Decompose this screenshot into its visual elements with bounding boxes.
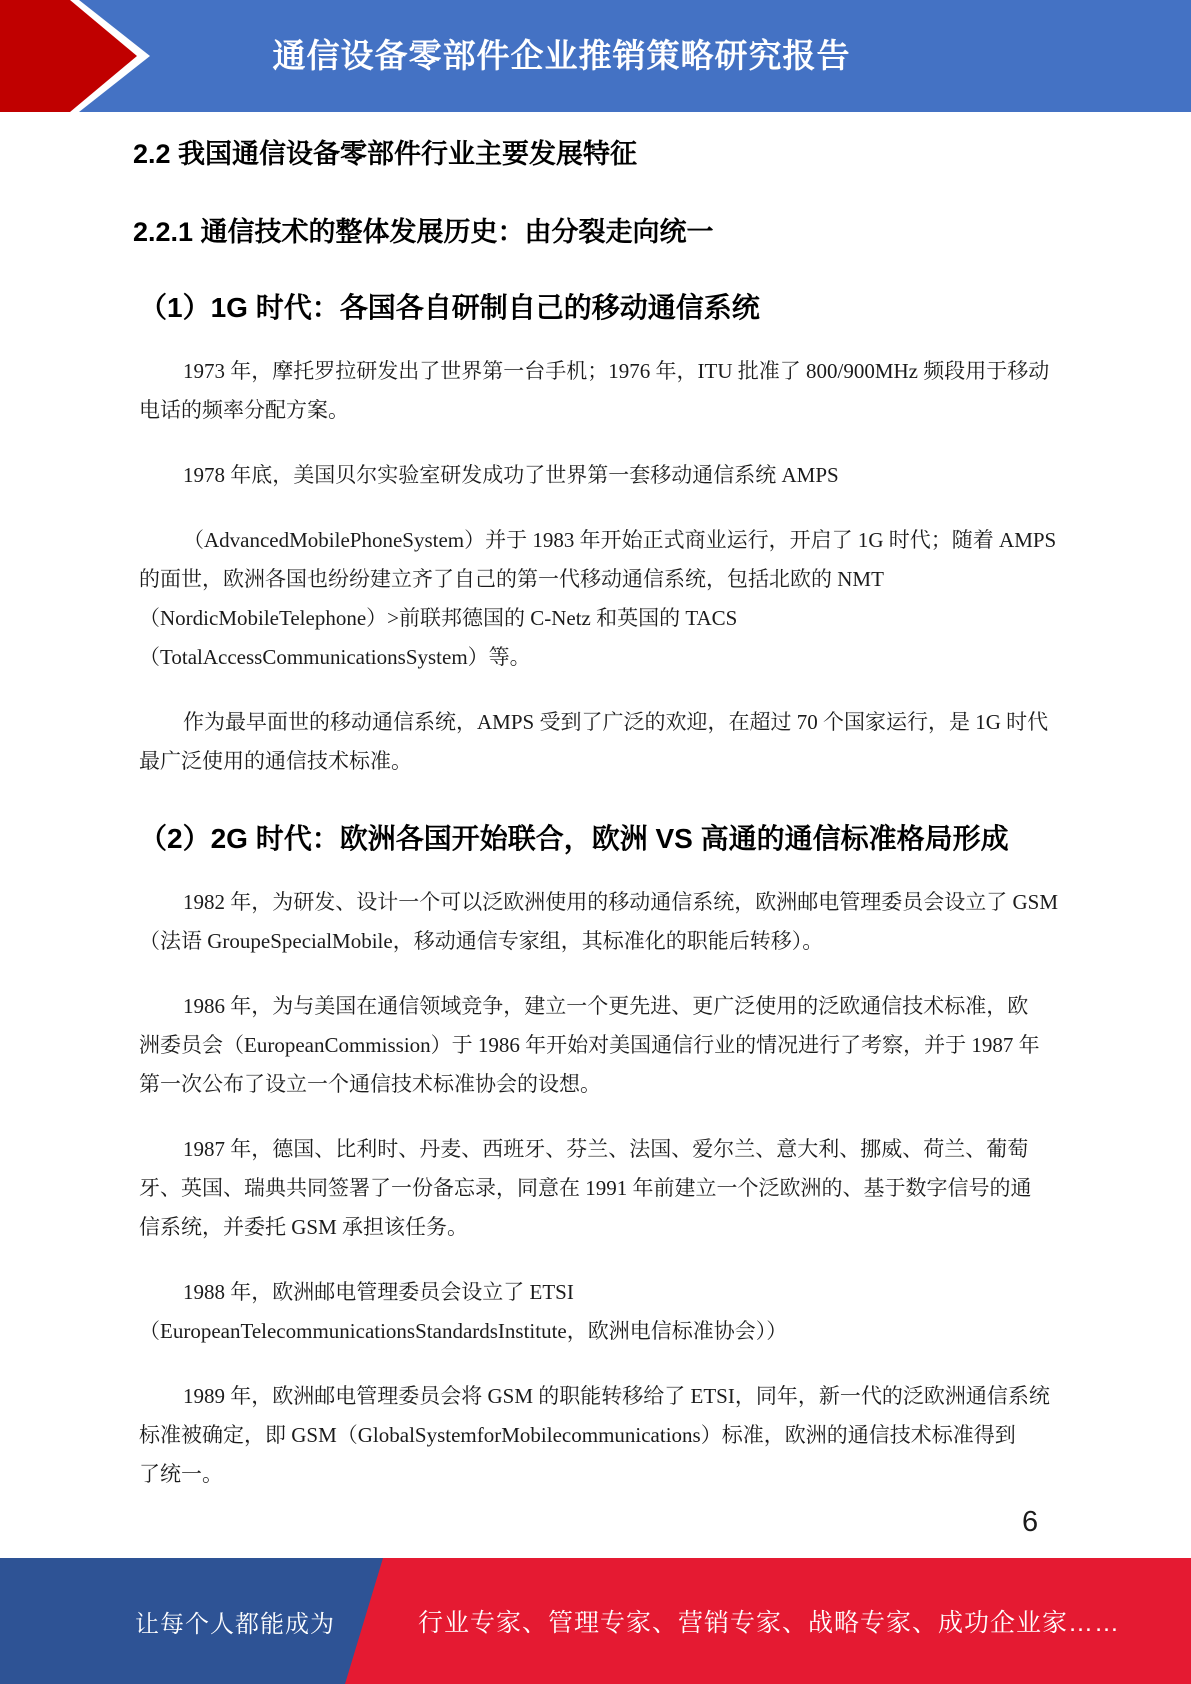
body-line: （AdvancedMobilePhoneSystem）并于 1983 年开始正式商业运行，开启了 1G 时代；随着 AMPS bbox=[183, 528, 1057, 552]
body-line: 1988 年，欧洲邮电管理委员会设立了 ETSI bbox=[183, 1280, 574, 1304]
body-line: （NordicMobileTelephone）>前联邦德国的 C-Netz 和英国的 TACS bbox=[139, 606, 738, 630]
paragraph bbox=[139, 1377, 1069, 1494]
paragraph bbox=[139, 987, 1069, 1104]
body-line: 了统一。 bbox=[139, 1462, 223, 1486]
heading-2g-era: （2）2G 时代：欧洲各国开始联合，欧洲 VS 高通的通信标准格局形成 bbox=[139, 823, 1009, 854]
footer-slogan-right: 行业专家、管理专家、营销专家、战略专家、成功企业家…… bbox=[418, 1609, 1121, 1637]
paragraph bbox=[139, 352, 1069, 430]
heading-2-2: 2.2 我国通信设备零部件行业主要发展特征 bbox=[133, 139, 638, 169]
body-line: 的面世，欧洲各国也纷纷建立齐了自己的第一代移动通信系统，包括北欧的 NMT bbox=[139, 567, 884, 591]
paragraph bbox=[139, 1130, 1069, 1247]
body-line: 1989 年，欧洲邮电管理委员会将 GSM 的职能转移给了 ETSI，同年，新一代的泛欧洲通信系统 bbox=[183, 1384, 1050, 1408]
body-line: 第一次公布了设立一个通信技术标准协会的设想。 bbox=[139, 1072, 601, 1096]
header-bar bbox=[0, 0, 1191, 112]
heading-2-2-1: 2.2.1 通信技术的整体发展历史：由分裂走向统一 bbox=[133, 217, 714, 247]
document-body bbox=[133, 112, 1069, 1494]
body-line: 电话的频率分配方案。 bbox=[139, 398, 349, 422]
paragraph bbox=[139, 883, 1069, 961]
body-line: 1978 年底，美国贝尔实验室研发成功了世界第一套移动通信系统 AMPS bbox=[183, 463, 839, 487]
body-line: 1987 年，德国、比利时、丹麦、西班牙、芬兰、法国、爱尔兰、意大利、挪威、荷兰、葡萄 bbox=[183, 1137, 1029, 1161]
body-line: 作为最早面世的移动通信系统，AMPS 受到了广泛的欢迎，在超过 70 个国家运行，是 1G 时代 bbox=[183, 710, 1049, 734]
body-line: 洲委员会（EuropeanCommission）于 1986 年开始对美国通信行业的情况进行了考察，并于 1987 年 bbox=[139, 1033, 1040, 1057]
paragraph bbox=[139, 456, 1069, 495]
body-line: 1986 年，为与美国在通信领域竞争，建立一个更先进、更广泛使用的泛欧通信技术标准，欧 bbox=[183, 994, 1029, 1018]
body-line: 1973 年，摩托罗拉研发出了世界第一台手机；1976 年，ITU 批准了 800/900MHz 频段用于移动 bbox=[183, 359, 1050, 383]
body-line: 牙、英国、瑞典共同签署了一份备忘录，同意在 1991 年前建立一个泛欧洲的、基于数字信号的通 bbox=[139, 1176, 1032, 1200]
page-title: 通信设备零部件企业推销策略研究报告 bbox=[272, 37, 851, 74]
body-line: （TotalAccessCommunicationsSystem）等。 bbox=[139, 645, 531, 669]
footer-slogan-left: 让每个人都能成为 bbox=[135, 1610, 335, 1638]
paragraph bbox=[139, 521, 1069, 677]
body-line: （法语 GroupeSpecialMobile，移动通信专家组，其标准化的职能后转移）。 bbox=[139, 929, 824, 953]
body-line: （EuropeanTelecommunicationsStandardsInstitute，欧洲电信标准协会）） bbox=[139, 1319, 788, 1343]
footer-bar bbox=[0, 1558, 1191, 1684]
body-line: 最广泛使用的通信技术标准。 bbox=[139, 749, 412, 773]
page-number: 6 bbox=[1022, 1506, 1039, 1538]
body-line: 1982 年，为研发、设计一个可以泛欧洲使用的移动通信系统，欧洲邮电管理委员会设立了 GSM bbox=[183, 890, 1059, 914]
body-line: 标准被确定，即 GSM（GlobalSystemforMobilecommunications）标准，欧洲的通信技术标准得到 bbox=[139, 1423, 1016, 1447]
body-line: 信系统，并委托 GSM 承担该任务。 bbox=[139, 1215, 469, 1239]
paragraph bbox=[139, 703, 1069, 781]
paragraph bbox=[139, 1273, 1069, 1351]
heading-1g-era: （1）1G 时代：各国各自研制自己的移动通信系统 bbox=[139, 292, 760, 323]
